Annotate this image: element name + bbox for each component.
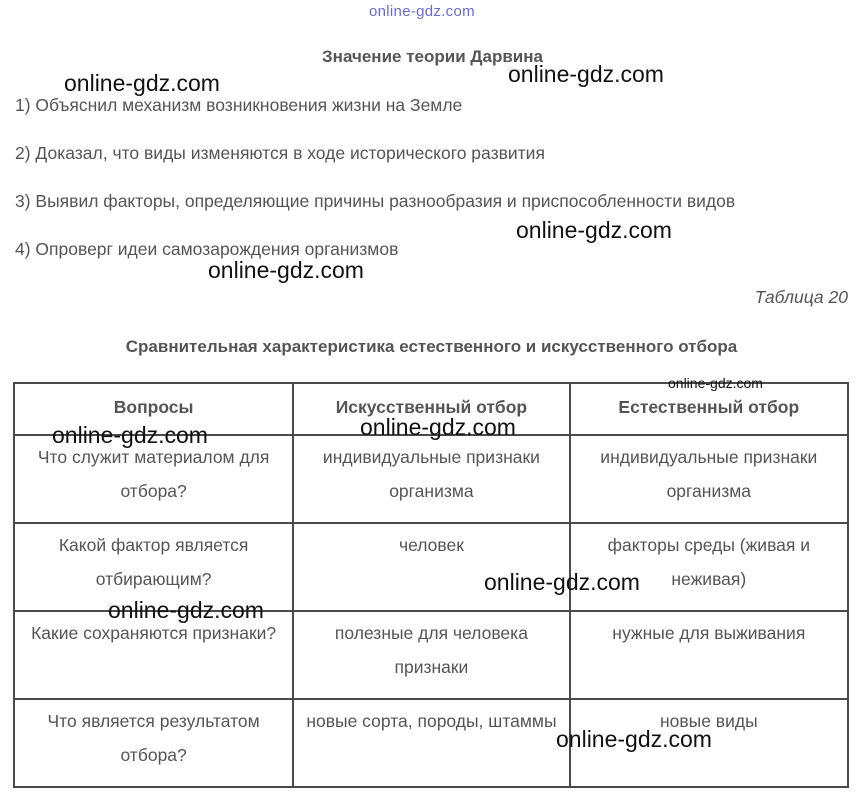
watermark: online-gdz.com [360,414,516,440]
table-cell: факторы среды (живая и неживая) [570,523,848,611]
watermark: online-gdz.com [208,257,364,283]
watermark: online-gdz.com [668,375,763,391]
list-item: 3) Выявил факторы, определяющие причины разнообразия и приспособленности видов [15,191,736,211]
table-row [14,611,848,699]
site-logo: online-gdz.com [369,3,475,20]
column-header-artificial: Искусственный отбор [293,383,569,435]
list-item: 4) Опроверг идеи самозарождения организмов [15,239,399,259]
table-cell: человек [293,523,569,611]
table-title: Сравнительная характеристика естественного и искусственного отбора [125,337,738,356]
watermark: online-gdz.com [556,726,712,752]
table-cell: новые виды [570,699,848,787]
table-cell: нужные для выживания [570,611,848,699]
table-cell: Что является результатом отбора? [14,699,293,787]
table-cell: новые сорта, породы, штаммы [293,699,569,787]
column-header-questions: Вопросы [14,383,293,435]
table-cell: индивидуальные признаки организма [293,435,569,523]
watermark: online-gdz.com [516,217,672,243]
table-caption: Таблица 20 [754,287,848,307]
table-cell: полезные для человека признаки [293,611,569,699]
watermark: online-gdz.com [52,422,208,448]
watermark: online-gdz.com [108,597,264,623]
watermark: online-gdz.com [508,61,664,87]
table-cell: Какой фактор является отбирающим? [14,523,293,611]
table-cell: Что служит материалом для отбора? [14,435,293,523]
watermark: online-gdz.com [484,569,640,595]
list-item: 2) Доказал, что виды изменяются в ходе исторического развития [15,143,545,163]
column-header-natural: Естественный отбор [570,383,848,435]
section-title: Значение теории Дарвина [322,47,543,66]
table-row [14,699,848,787]
list-item: 1) Объяснил механизм возникновения жизни на Земле [15,95,463,115]
watermark: online-gdz.com [64,70,220,96]
table-cell: индивидуальные признаки организма [570,435,848,523]
table-cell: Какие сохраняются признаки? [14,611,293,699]
